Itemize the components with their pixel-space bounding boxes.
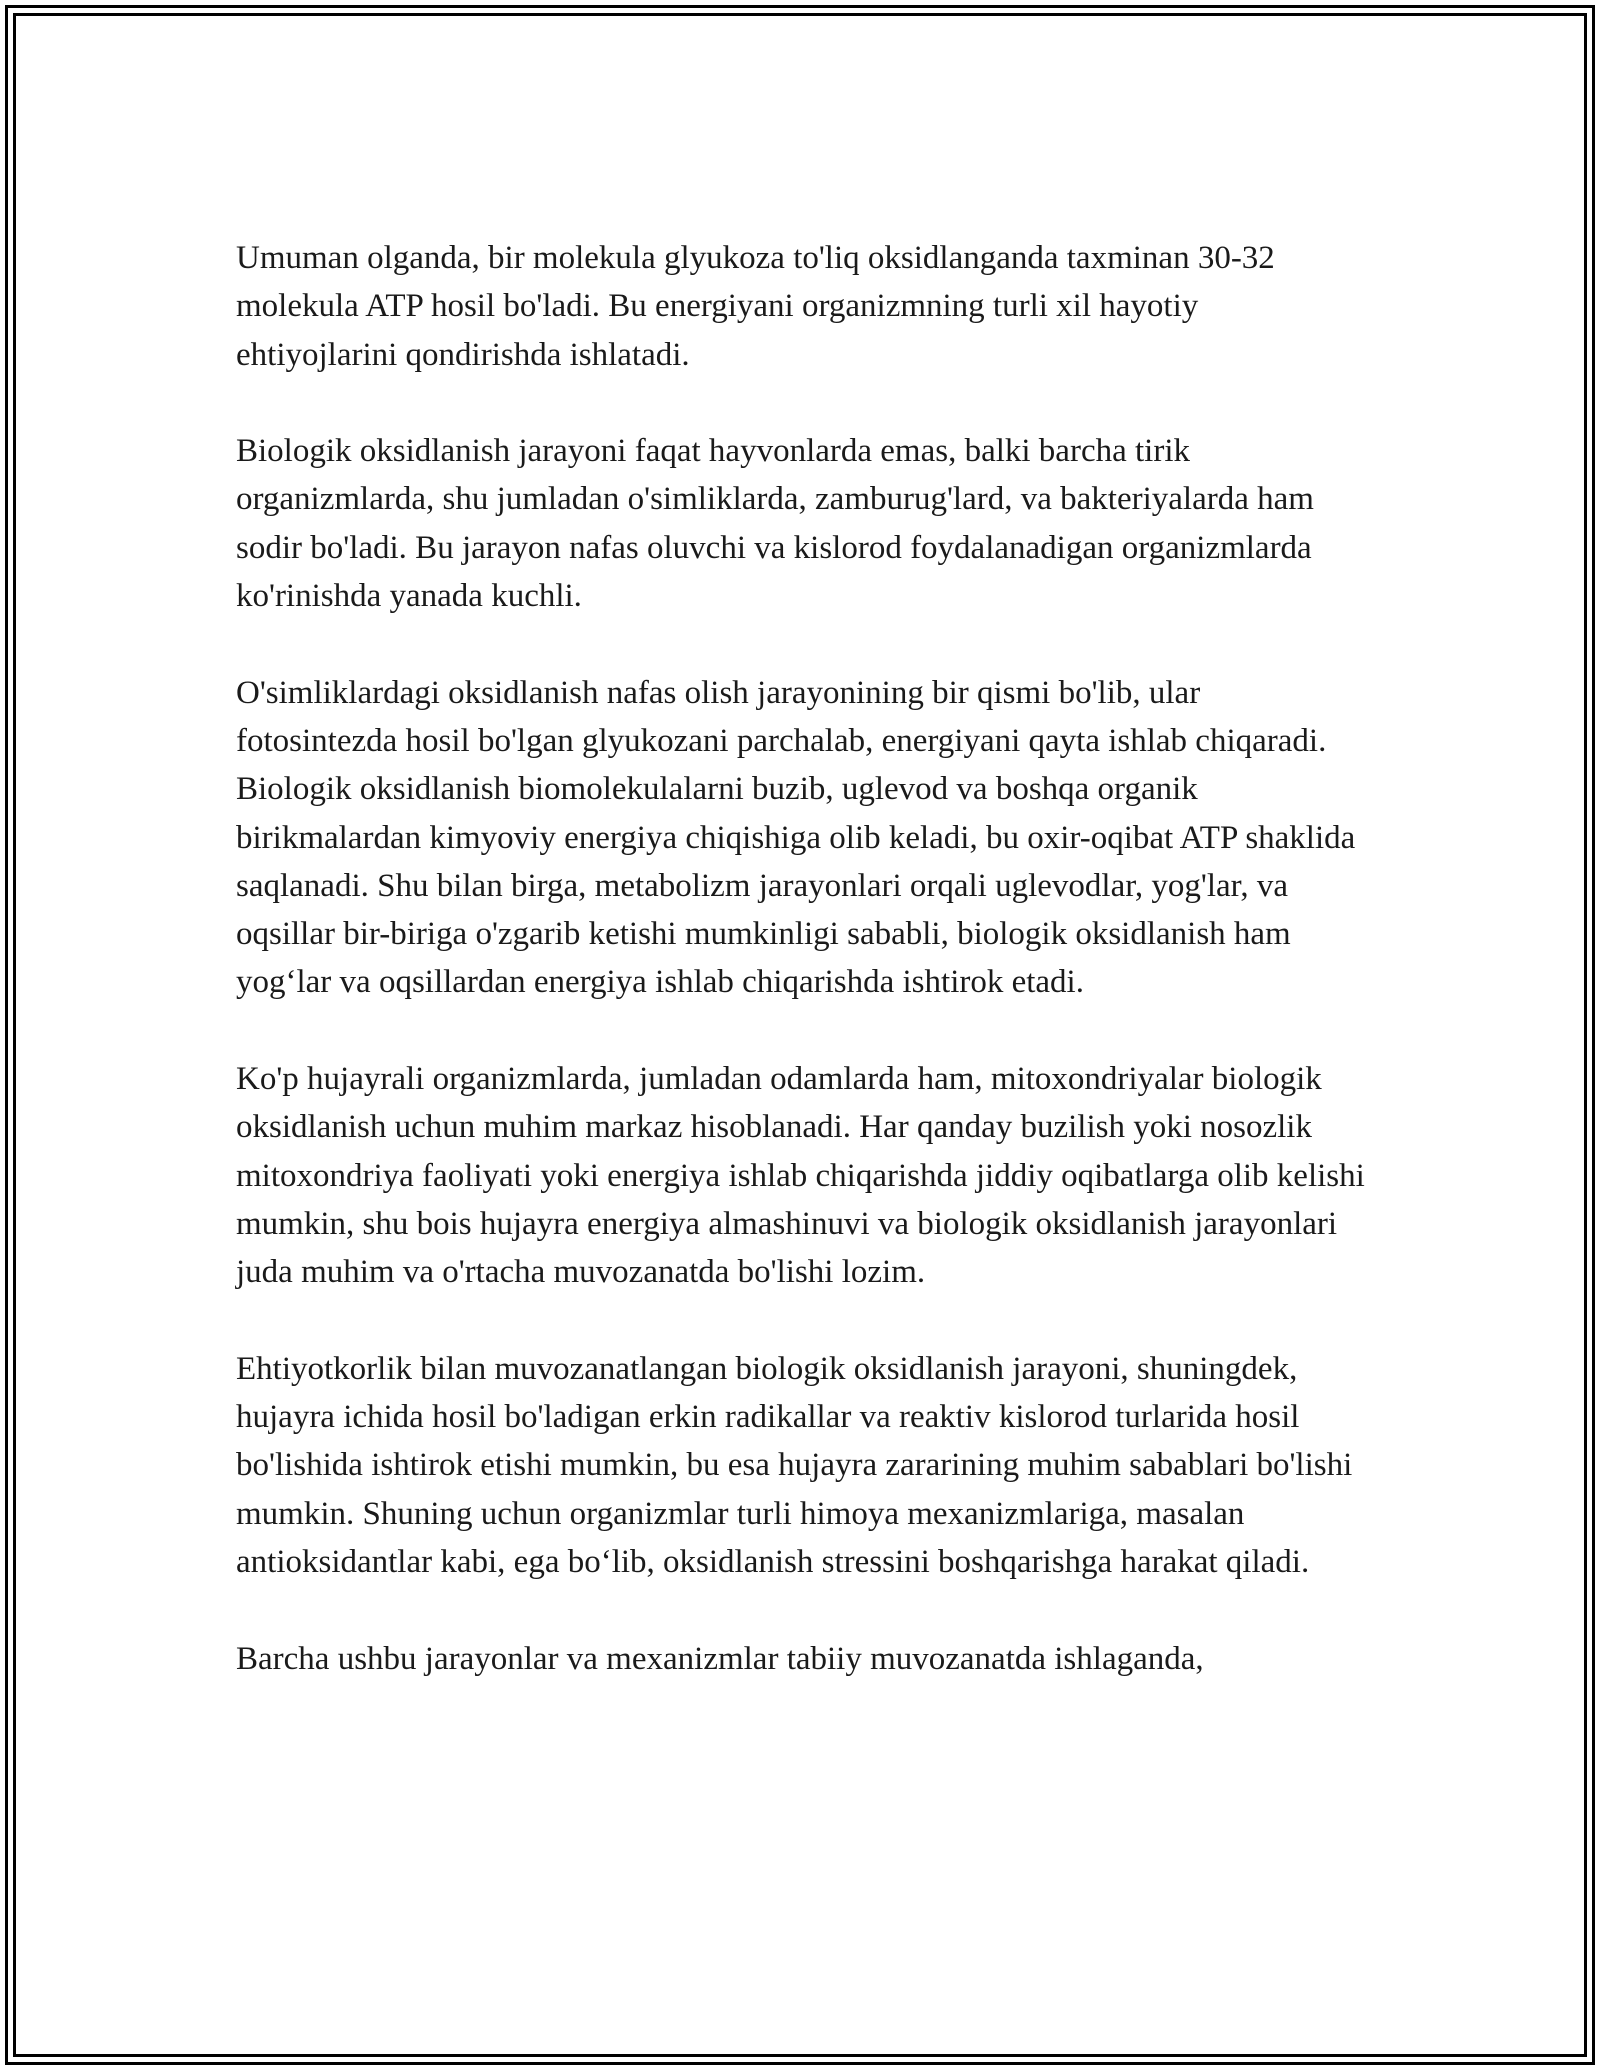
paragraph-6: Barcha ushbu jarayonlar va mexanizmlar tabiiy muvozanatda ishlaganda, [236, 1640, 1204, 1677]
paragraph-1: Umuman olganda, bir molekula glyukoza to'liq oksidlanganda taxminan 30-32 molekula ATP hosil bo'ladi. Bu energiyani organizmning turli xil hayotiy ehtiyojlarini qondirishda ishlatadi. [236, 240, 1275, 373]
document-body [236, 234, 1366, 1731]
paragraph-4: Ko'p hujayrali organizmlarda, jumladan odamlarda ham, mitoxondriyalar biologik oksidlanish uchun muhim markaz hisoblanadi. Har qanday buzilish yoki nosozlik mitoxondriya faoliyati yoki energiya ishlab chiqarishda jiddiy oqibatlarga olib kelishi mumkin, shu bois hujayra energiya almashinuvi va biologik oksidlanish jarayonlari juda muhim va o'rtacha muvozanatda bo'lishi lozim. [236, 1061, 1365, 1291]
paragraph-2: Biologik oksidlanish jarayoni faqat hayvonlarda emas, balki barcha tirik organizmlarda, shu jumladan o'simliklarda, zamburug'lard, va bakteriyalarda ham sodir bo'ladi. Bu jarayon nafas oluvchi va kislorod foydalanadigan organizmlarda ko'rinishda yanada kuchli. [236, 433, 1314, 615]
paragraph-5: Ehtiyotkorlik bilan muvozanatlangan biologik oksidlanish jarayoni, shuningdek, hujayra ichida hosil bo'ladigan erkin radikallar va reaktiv kislorod turlarida hosil bo'lishida ishtirok etishi mumkin, bu esa hujayra zararining muhim sabablari bo'lishi mumkin. Shuning uchun organizmlar turli himoya mexanizmlariga, masalan antioksidantlar kabi, ega bo‘lib, oksidlanish stressini boshqarishga harakat qiladi. [236, 1350, 1353, 1581]
paragraph-3: O'simliklardagi oksidlanish nafas olish jarayonining bir qismi bo'lib, ular fotosintezda hosil bo'lgan glyukozani parchalab, energiyani qayta ishlab chiqaradi. Biologik oksidlanish biomolekulalarni buzib, uglevod va boshqa organik birikmalardan kimyoviy energiya chiqishiga olib keladi, bu oxir-oqibat ATP shaklida saqlanadi. Shu bilan birga, metabolizm jarayonlari orqali uglevodlar, yog'lar, va oqsillar bir-biriga o'zgarib ketishi mumkinligi sababli, biologik oksidlanish ham yog‘lar va oqsillardan energiya ishlab chiqarishda ishtirok etadi. [236, 674, 1356, 1001]
